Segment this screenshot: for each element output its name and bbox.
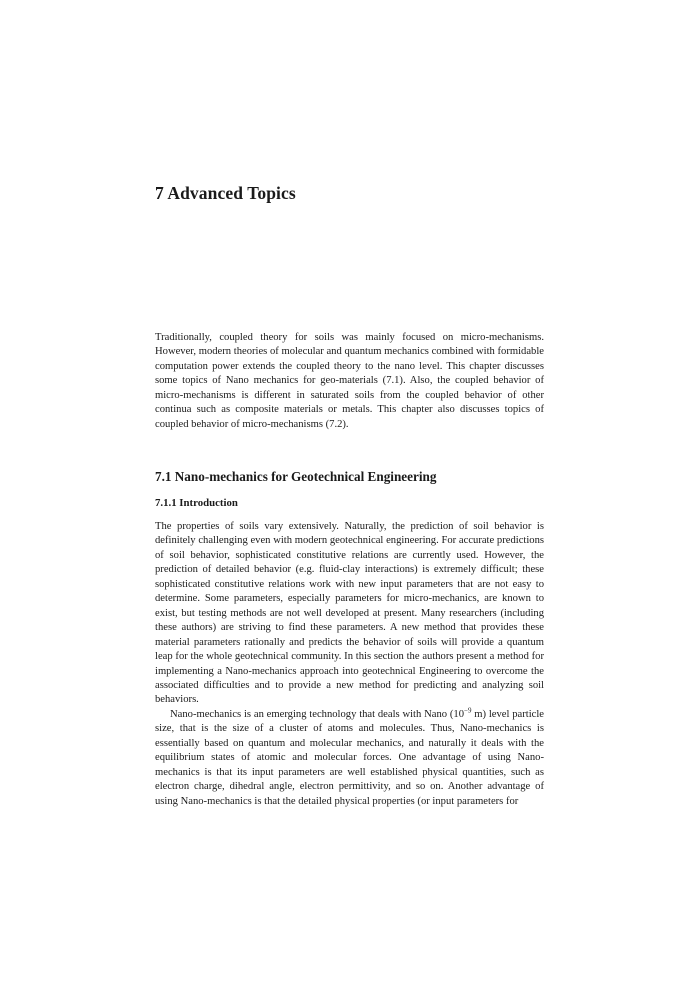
section-title: 7.1 Nano-mechanics for Geotechnical Engineering (155, 469, 437, 484)
subsection-title: 7.1.1 Introduction (155, 497, 238, 509)
paragraph-text: m) level particle size, that is the size of a cluster of atoms and molecules. Thus, Nano-mechanics is essentially based on quantum and molecular mechanics, and naturally it deals with the equilibrium states of atomic and molecular forces. One advantage of using Nano-mechanics is that its input parameters are well established physical quantities, such as electron charge, dihedral angle, electron permittivity, and so on. Another advantage of using Nano-mechanics is that the detailed physical properties (or input parameters for (155, 708, 545, 807)
body-text (155, 520, 544, 809)
chapter-abstract: Traditionally, coupled theory for soils was mainly focused on micro-mechanisms. However, modern theories of molecular and quantum mechanics combined with formidable computation power extends the coupled theory to the nano level. This chapter discusses some topics of Nano mechanics for geo-materials (7.1). Also, the coupled behavior of micro-mechanisms is different in saturated soils from the coupled behavior of other continua such as composite materials or metals. This chapter also discusses topics of coupled behavior of micro-mechanisms (7.2). (155, 332, 544, 430)
paragraph: The properties of soils vary extensively. Naturally, the prediction of soil behavior is definitely challenging even with modern geotechnical engineering. For accurate predictions of soil behavior, sophisticated constitutive relations are currently used. However, the prediction of detailed behavior (e.g. fluid-clay interactions) is extremely difficult; these sophisticated constitutive relations work with new input parameters that are not easy to determine. Some parameters, especially parameters for micro-mechanics, are known to exist, but testing methods are not well developed at present. Many researchers (including these authors) are striving to find these parameters. A new method that provides these material parameters rationally and predicts the behavior of soils will provide a quantum leap for the whole geotechnical community. In this section the authors present a method for implementing a Nano-mechanics approach into geotechnical Engineering to overcome the associated difficulties and to provide a new method for predicting and analyzing soil behaviors. (155, 521, 544, 706)
exponent: −9 (464, 706, 472, 715)
paragraph-text: Nano-mechanics is an emerging technology that deals with Nano (10 (170, 708, 464, 720)
paragraph (155, 708, 544, 809)
chapter-title: 7 Advanced Topics (155, 183, 296, 203)
